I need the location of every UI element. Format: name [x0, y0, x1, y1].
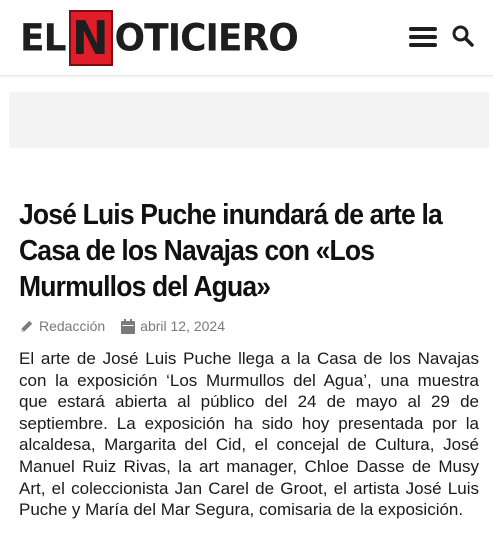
publish-date: abril 12, 2024 — [140, 318, 225, 334]
logo-highlight-letter: N — [72, 11, 109, 65]
author-name: Redacción — [39, 318, 106, 334]
site-logo[interactable] — [20, 9, 298, 67]
logo-suffix: OTICIERO — [114, 16, 298, 60]
article-date[interactable] — [121, 318, 225, 334]
article-title: José Luis Puche inundará de arte la Casa de los Navajas con «Los Murmullos del Agua» — [19, 199, 442, 303]
hamburger-menu-button[interactable] — [409, 25, 439, 49]
article-meta — [19, 318, 241, 334]
search-button[interactable] — [451, 24, 475, 48]
site-header — [0, 0, 493, 76]
calendar-icon — [121, 319, 135, 334]
search-icon — [451, 24, 475, 48]
ad-placeholder — [9, 92, 489, 148]
article-author[interactable] — [19, 318, 105, 334]
logo-highlight-box — [69, 10, 113, 66]
article-body: El arte de José Luis Puche llega a la Casa de los Navajas con la exposición ‘Los Murmullos del Agua’, una muestra que estará abierta al público del 24 de mayo al 29 de septiembre. La exposición ha sido hoy presentada por la alcaldesa, Margarita del Cid, el concejal de Cultura, José Manuel Ruiz Rivas, la art manager, Chloe Dasse de Musy Art, el coleccionista Jan Carel de Groot, el artista José Luis Puche y María del Mar Segura, comisaria de la exposición. — [19, 349, 479, 520]
pencil-icon — [19, 319, 34, 334]
logo-prefix: EL — [20, 16, 66, 60]
